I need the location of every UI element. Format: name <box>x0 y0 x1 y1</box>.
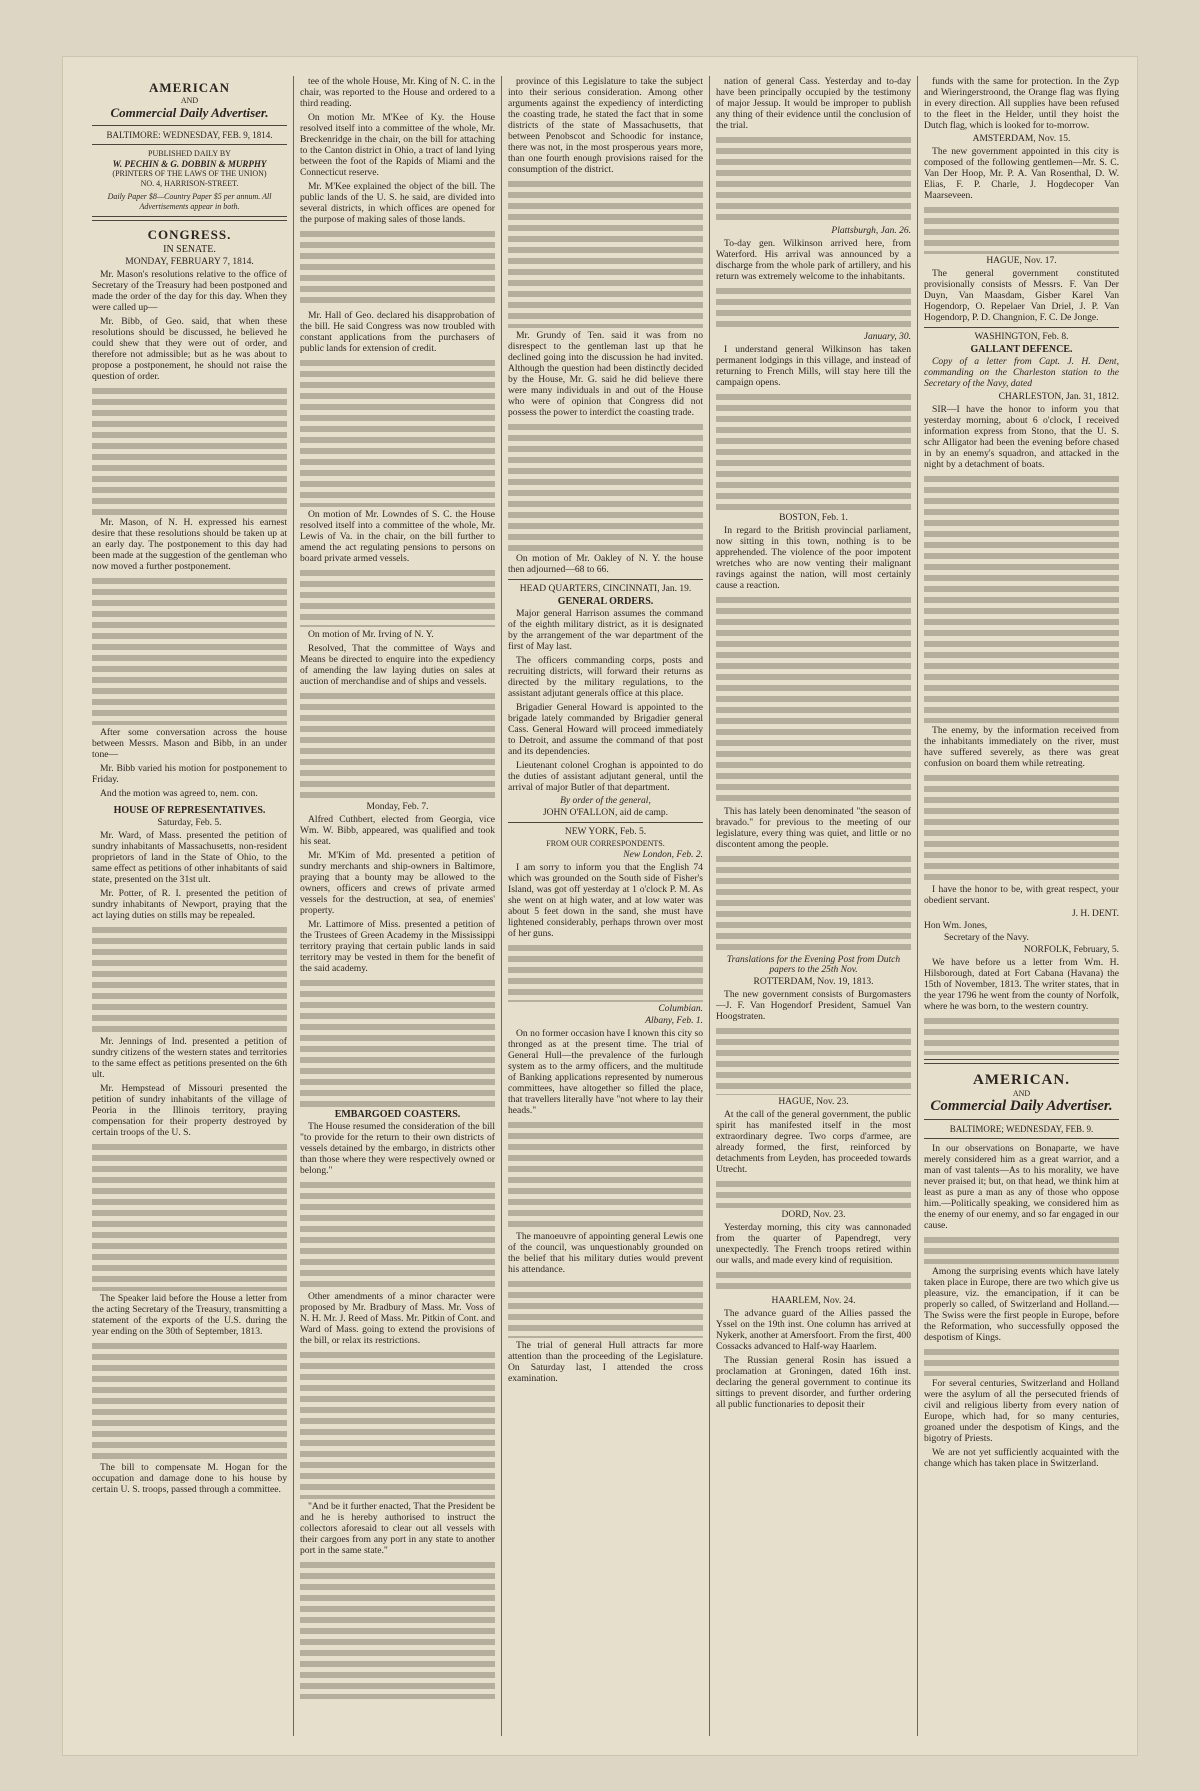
article-paragraph: Mr. Hempstead of Missouri presented the petition of sundry inhabitants of the village of Peoria in the Illinois territory, praying compensation for their property destroyed by certain troops of the U. S. <box>92 1083 287 1138</box>
article-paragraph: On motion Mr. M'Kee of Ky. the House resolved itself into a committee of the whole, Mr. Breckenridge in the chair, on the bill for attaching to the Canton district in Ohio, a tract of land lying between the foot of the Rapids of Miami and the Connecticut reserve. <box>300 112 495 178</box>
article-text-block <box>300 690 495 800</box>
article-paragraph: This has lately been denominated "the season of bravado." for previous to the meeting of our legislature, every thing was quiet, and little or no discontent among the people. <box>716 806 911 850</box>
dateline: NORFOLK, February, 5. <box>1023 945 1119 955</box>
article-text-block <box>92 385 287 515</box>
column-3 <box>508 76 703 1736</box>
article-paragraph: On motion of Mr. Irving of N. Y. <box>308 629 434 640</box>
article-paragraph: Resolved, That the committee of Ways and Means be directed to enquire into the expediency of amending the law laying duties on sales at auction of merchandise and of ships and vessels. <box>300 643 495 687</box>
article-paragraph: The Speaker laid before the House a letter from the acting Secretary of the Treasury, transmitting a statement of the exports of the U.S. during the year ending on the 30th of September, 1813. <box>92 1293 287 1337</box>
article-paragraph: province of this Legislature to take the subject into their serious consideration. Among other arguments against the expediency of interdicting the coasting trade, he stated the fact that in some districts of the state of Massachusetts, that between Penobscot and Schoodic for instance, there was not, in the most prosperous years more, than one fourth enough provisions raised for the consumption of the district. <box>508 76 703 175</box>
article-paragraph: For several centuries, Switzerland and Holland were the asylum of all the persecuted friends of civil and religious liberty from every nation of Europe, which had, for so many centuries, groaned under the despotism of Kings, and the bigotry of Priests. <box>924 1378 1119 1444</box>
dateline: WASHINGTON, Feb. 8. <box>974 332 1069 342</box>
dateline: HAARLEM, Nov. 24. <box>771 1296 856 1306</box>
signature-name: JOHN O'FALLON, aid de camp. <box>542 808 668 818</box>
article-paragraph: The bill to compensate M. Hogan for the occupation and damage done to his house by certain U. S. troops, passed through a committee. <box>92 1462 287 1495</box>
dateline: HAGUE, Nov. 17. <box>986 256 1057 266</box>
article-paragraph: The advance guard of the Allies passed the Yssel on the 19th inst. One column has arrived at Nykerk, another at Amersfoort. From the first, 400 Cossacks advanced to Half-way Haarlem. <box>716 1308 911 1352</box>
signature-line: By order of the general, <box>560 796 651 806</box>
dateline: Albany, Feb. 1. <box>645 1016 703 1026</box>
article-text-block <box>300 1559 495 1699</box>
dateline: ROTTERDAM, Nov. 19, 1813. <box>753 977 874 987</box>
article-text-block <box>300 228 495 308</box>
article-text-block <box>300 977 495 1107</box>
article-text-block <box>716 391 911 511</box>
article-paragraph: We are not yet sufficiently acquainted with the change which has taken place in Switzerland. <box>924 1447 1119 1469</box>
article-paragraph: In our observations on Bonaparte, we have merely considered him as a great warrior, and a man of vast talents—As to his morality, we have never praised it; but, on that head, we think him at least as pure a man as any of those who oppose him.—Politically speaking, we considered him as the enemy of our enemy, and so far engaged in our cause. <box>924 1143 1119 1231</box>
article-paragraph: "And be it further enacted, That the President be and he is hereby authorised to instruct the collectors aforesaid to clear out all vessels with their cargoes from any port in any state to another port in the same state." <box>300 1501 495 1556</box>
dateline: HEAD QUARTERS, CINCINNATI, Jan. 19. <box>519 584 692 594</box>
signature-name: J. H. DENT. <box>1071 909 1119 919</box>
article-paragraph: To-day gen. Wilkinson arrived here, from Waterford. His arrival was announced by a discharge from the whole park of artillery, and his return was extremely welcome to the inhabitants. <box>716 238 911 282</box>
article-paragraph: The new government consists of Burgomasters—J. F. Van Hogendorf President, Samuel Van Hoogstraten. <box>716 989 911 1022</box>
article-paragraph: The general government constituted provisionally consists of Messrs. F. Van Der Duyn, Van Maasdam, Gisber Karel Van Hogendorp, O. Repelaer Van Driel, J. P. Van Hogendorp, P. D. Changnion, F. C. De Jonge. <box>924 268 1119 323</box>
signature-line: Secretary of the Navy. <box>944 933 1029 943</box>
article-text-block <box>716 1178 911 1208</box>
article-text-block <box>924 1346 1119 1376</box>
inner-masthead-title: AMERICAN. <box>973 1072 1070 1088</box>
article-paragraph: We have before us a letter from Wm. H. Hilsborough, dated at Fort Cabana (Havana) the 15th of November, 1813. The writer states, that in the year 1796 he went from the county of Norfolk, where he was born, to the western country. <box>924 957 1119 1012</box>
article-paragraph: I am sorry to inform you that the English 74 which was grounded on the South side of Fisher's Island, was got off yesterday at 1 o'clock P. M. As she went on at high water, and at low water was about 5 feet down in the sand, she must have lightened considerably, perhaps thrown over most of her guns. <box>508 862 703 939</box>
article-paragraph: The enemy, by the information received from the inhabitants immediately on the river, must have suffered severely, as there was great confusion on board them while retreating. <box>924 725 1119 769</box>
source-credit: Columbian. <box>658 1004 703 1014</box>
article-paragraph: Alfred Cuthbert, elected from Georgia, vice Wm. W. Bibb, appeared, was qualified and took his seat. <box>300 814 495 847</box>
section-subheading-embargo: EMBARGOED COASTERS. <box>334 1109 461 1120</box>
article-paragraph: The trial of general Hull attracts far more attention than the proceeding of the Legislature. On Saturday last, I attended the cross examination. <box>508 1340 703 1384</box>
column-1 <box>92 76 287 1736</box>
article-paragraph: funds with the same for protection. In the Zyp and Wieringerstroond, the Orange flag was flying in every direction. All supplies have been refused to the fleet in the Helder, until they hoist the Dutch flag, which is looked for to-morrow. <box>924 76 1119 131</box>
section-subheading-senate: IN SENATE. <box>163 244 216 255</box>
article-text-block <box>300 567 495 627</box>
masthead-address: NO. 4, HARRISON-STREET. <box>140 179 239 188</box>
article-text-block <box>508 1278 703 1338</box>
article-paragraph: Major general Harrison assumes the command of the eighth military district, as it is designated by the arrangement of the war department of the first of May last. <box>508 608 703 652</box>
masthead-and: AND <box>180 96 199 105</box>
article-paragraph: Yesterday morning, this city was cannonaded from the quarter of Papendregt, very unexpectedly. The French troops retired within our walls, and made every kind of requisition. <box>716 1222 911 1266</box>
article-paragraph: On motion of Mr. Oakley of N. Y. the house then adjourned—68 to 66. <box>508 553 703 575</box>
article-paragraph: Mr. M'Kim of Md. presented a petition of sundry merchants and ship-owners in Baltimore, praying that a bounty may be allowed to the owners, officers and crews of private armed vessels for the destruction, at sea, of enemies' property. <box>300 850 495 916</box>
article-paragraph: Mr. Bibb varied his motion for postponement to Friday. <box>92 763 287 785</box>
dateline: Plattsburgh, Jan. 26. <box>831 226 911 236</box>
article-paragraph: Mr. Potter, of R. I. presented the petition of sundry inhabitants of Newport, praying that the act laying duties on stills may be repealed. <box>92 888 287 921</box>
article-text-block <box>92 575 287 725</box>
article-text-block <box>924 772 1119 882</box>
dateline: Monday, Feb. 7. <box>366 802 429 812</box>
dateline: New London, Feb. 2. <box>623 850 703 860</box>
article-paragraph: SIR—I have the honor to inform you that yesterday morning, about 6 o'clock, I received information express from Stono, that the U. S. schr Alligator had been the evening before chased in by an enemy's squadron, and attacked in the night by a detachment of boats. <box>924 404 1119 470</box>
article-text-block <box>924 473 1119 723</box>
article-text-block <box>716 285 911 330</box>
section-subheading: Translations for the Evening Post from Dutch papers to the 25th Nov. <box>726 955 901 975</box>
article-text-block <box>300 357 495 507</box>
dateline: Saturday, Feb. 5. <box>157 818 222 828</box>
article-text-block <box>508 942 703 1002</box>
article-paragraph: The House resumed the consideration of the bill "to provide for the return to their own districts of vessels detained by the embargo, in districts other than those where they were respectively owned or belong." <box>300 1121 495 1176</box>
article-paragraph: I understand general Wilkinson has taken permanent lodgings in this village, and instead of returning to French Mills, will stay here till the campaign opens. <box>716 344 911 388</box>
article-paragraph: Lieutenant colonel Croghan is appointed to do the duties of assistant adjutant general, until the arrival of major Butler of that department. <box>508 760 703 793</box>
article-paragraph: nation of general Cass. Yesterday and to-day have been principally occupied by the testimony of major Jessup. It would be improper to publish any thing of their evidence until the conclusion of the trial. <box>716 76 911 131</box>
article-paragraph: Mr. Hall of Geo. declared his disapprobation of the bill. He said Congress was now troubled with constant applications from the purchasers of public lands for extension of credit. <box>300 310 495 354</box>
dateline: NEW YORK, Feb. 5. <box>564 827 647 837</box>
inner-masthead-subtitle: Commercial Daily Advertiser. <box>930 1098 1113 1114</box>
section-subheading-house: HOUSE OF REPRESENTATIVES. <box>113 805 266 816</box>
article-paragraph: The officers commanding corps, posts and recruiting districts, will forward their returns as directed by the military regulations, to the assistant adjutant generals office at this place. <box>508 655 703 699</box>
article-paragraph: In regard to the British provincial parliament, now sitting in this town, nothing is to be apprehended. The violence of the poor impotent wretches who are now venting their malignant ravings against the nation, will most certainly cause a reaction. <box>716 525 911 591</box>
dateline: CHARLESTON, Jan. 31, 1812. <box>998 392 1119 402</box>
article-text-block <box>508 178 703 328</box>
article-paragraph: After some conversation across the house between Messrs. Mason and Bibb, in an under tone— <box>92 727 287 760</box>
article-text-block <box>92 1141 287 1291</box>
masthead-publishers: W. PECHIN & G. DOBBIN & MURPHY <box>112 159 267 169</box>
dateline: DORD, Nov. 23. <box>781 1210 846 1220</box>
article-paragraph: I have the honor to be, with great respect, your obedient servant. <box>924 884 1119 906</box>
section-subheading-gallant: GALLANT DEFENCE. <box>970 344 1073 355</box>
article-paragraph: Mr. Bibb, of Geo. said, that when these resolutions should be discussed, he believed he could shew that they were out of order, and therefore not admissible; but as he was about to propose a postponement, he should not raise the question of order. <box>92 316 287 382</box>
dateline: HAGUE, Nov. 23. <box>778 1097 849 1107</box>
article-paragraph: And the motion was agreed to, nem. con. <box>100 788 258 799</box>
article-text-block <box>300 1349 495 1499</box>
column-rule <box>293 76 294 1736</box>
article-text-block <box>716 594 911 804</box>
column-5 <box>924 76 1119 1736</box>
column-rule <box>709 76 710 1736</box>
article-text-block <box>300 1179 495 1289</box>
article-paragraph: Mr. M'Kee explained the object of the bill. The public lands of the U. S. he said, are divided into several districts, in which offices are opened for the purpose of making sales of those lands. <box>300 181 495 225</box>
masthead-terms: Daily Paper $8—Country Paper $5 per annum. All Advertisements appear in both. <box>107 192 272 211</box>
article-text-block <box>716 1269 911 1294</box>
article-paragraph: Mr. Mason's resolutions relative to the office of Secretary of the Treasury had been postponed and made the order of the day for this day. When they were called up— <box>92 269 287 313</box>
section-heading-congress: CONGRESS. <box>147 227 232 242</box>
article-text-block <box>508 1119 703 1229</box>
article-text-block <box>716 853 911 953</box>
article-paragraph: On motion of Mr. Lowndes of S. C. the House resolved itself into a committee of the whole, Mr. Lewis of Va. in the chair, on the bill further to amend the act regulating pensions to persons on board private armed vessels. <box>300 509 495 564</box>
article-paragraph: The new government appointed in this city is composed of the following gentlemen—Mr. S. C. Van Der Hoop, Mr. P. A. Van Rosenthal, D. W. Elias, F. P. Charle, J. Hogdecoper Van Maarseveen. <box>924 146 1119 201</box>
masthead-printers: (PRINTERS OF THE LAWS OF THE UNION) <box>112 169 267 178</box>
signature-line: Hon Wm. Jones, <box>924 921 988 931</box>
inner-masthead <box>924 1072 1119 1115</box>
article-paragraph: tee of the whole House, Mr. King of N. C. in the chair, was reported to the House and ordered to a third reading. <box>300 76 495 109</box>
article-paragraph: At the call of the general government, the public spirit has manifested itself in the most extraordinary degree. Two corps d'armee, are already formed, the first, reinforced by detachments from Leyden, has proceeded towards Utrecht. <box>716 1109 911 1175</box>
masthead-published: PUBLISHED DAILY BY <box>148 149 231 158</box>
article-paragraph: Mr. Mason, of N. H. expressed his earnest desire that these resolutions should be taken up at an early day. The postponement to this day had been made at the suggestion of the gentleman who now moved a further postponement. <box>92 517 287 572</box>
column-2 <box>300 76 495 1736</box>
section-subheading: FROM OUR CORRESPONDENTS. <box>546 839 665 848</box>
column-rule <box>917 76 918 1736</box>
dateline: MONDAY, FEBRUARY 7, 1814. <box>125 257 254 267</box>
article-text-block <box>508 421 703 551</box>
article-paragraph: Copy of a letter from Capt. J. H. Dent, commanding on the Charleston station to the Secretary of the Navy, dated <box>924 356 1119 389</box>
dateline: AMSTERDAM, Nov. 15. <box>972 134 1071 144</box>
article-text-block <box>92 1340 287 1460</box>
article-paragraph: Mr. Ward, of Mass. presented the petition of sundry inhabitants of Massachusetts, non-resident proprietors of land in the State of Ohio, to the same effect as petitions of other inhabitants of said state, presented on the 31st ult. <box>92 830 287 885</box>
section-subheading-orders: GENERAL ORDERS. <box>557 596 654 607</box>
article-paragraph: The manoeuvre of appointing general Lewis one of the council, was unquestionably grounded on the belief that his military duties would prevent his attendance. <box>508 1231 703 1275</box>
masthead-date: BALTIMORE: WEDNESDAY, FEB. 9, 1814. <box>106 130 273 140</box>
article-paragraph: Among the surprising events which have lately taken place in Europe, there are two which give us pleasure, viz. the emancipation, if it can be properly so called, of Switzerland and Holland.—The Swiss were the first people in Europe, before the Reformation, who successfully opposed the despotism of Kings. <box>924 1266 1119 1343</box>
column-rule <box>501 76 502 1736</box>
masthead-subtitle: Commercial Daily Advertiser. <box>110 105 269 120</box>
article-text-block <box>924 1015 1119 1055</box>
article-text-block <box>924 1234 1119 1264</box>
article-text-block <box>924 204 1119 254</box>
inner-masthead-and: AND <box>1012 1089 1031 1098</box>
newspaper-page <box>62 56 1138 1756</box>
dateline: BOSTON, Feb. 1. <box>779 513 848 523</box>
dateline: January, 30. <box>863 332 911 342</box>
inner-masthead-date: BALTIMORE; WEDNESDAY, FEB. 9. <box>949 1124 1094 1134</box>
article-text-block <box>716 1025 911 1095</box>
column-4 <box>716 76 911 1736</box>
article-paragraph: The Russian general Rosin has issued a proclamation at Groningen, dated 16th inst. declaring the general government to continue its sittings to prevent disorder, and further ordering all public functionaries to deposit their <box>716 1355 911 1410</box>
article-paragraph: Mr. Jennings of Ind. presented a petition of sundry citizens of the western states and territories to the same effect as petitions presented on the 6th ult. <box>92 1036 287 1080</box>
article-paragraph: On no former occasion have I known this city so thronged as at the present time. The trial of General Hull—the prevalence of the furlough system as to the army officers, and the multitude of Banking applications represented by numerous committees, have altogether so filled the place, that travellers literally have "not where to lay their heads." <box>508 1028 703 1116</box>
article-text-block <box>92 924 287 1034</box>
article-paragraph: Other amendments of a minor character were proposed by Mr. Bradbury of Mass. Mr. Voss of N. H. Mr. J. Reed of Mass. Mr. Pitkin of Cont. and Ward of Mass. going to extend the provisions of the bill, or relax its restrictions. <box>300 1291 495 1346</box>
article-text-block <box>716 134 911 224</box>
article-paragraph: Mr. Lattimore of Miss. presented a petition of the Trustees of Green Academy in the Mississippi territory praying that certain public lands in said territory may be vested in them for the benefit of the said academy. <box>300 919 495 974</box>
article-paragraph: Brigadier General Howard is appointed to the brigade lately commanded by Brigadier general Cass. General Howard will proceed immediately to Detroit, and assume the command of that post and its dependencies. <box>508 702 703 757</box>
masthead <box>92 80 287 121</box>
masthead-title: AMERICAN <box>149 80 230 95</box>
article-paragraph: Mr. Grundy of Ten. said it was from no disrespect to the gentleman last up that he declined going into the discussion he had invited. Although the question had been distinctly decided by the House, Mr. G. said he did believe there were many individuals in and out of the House who were of opinion that Congress did not possess the power to interdict the coasting trade. <box>508 330 703 418</box>
